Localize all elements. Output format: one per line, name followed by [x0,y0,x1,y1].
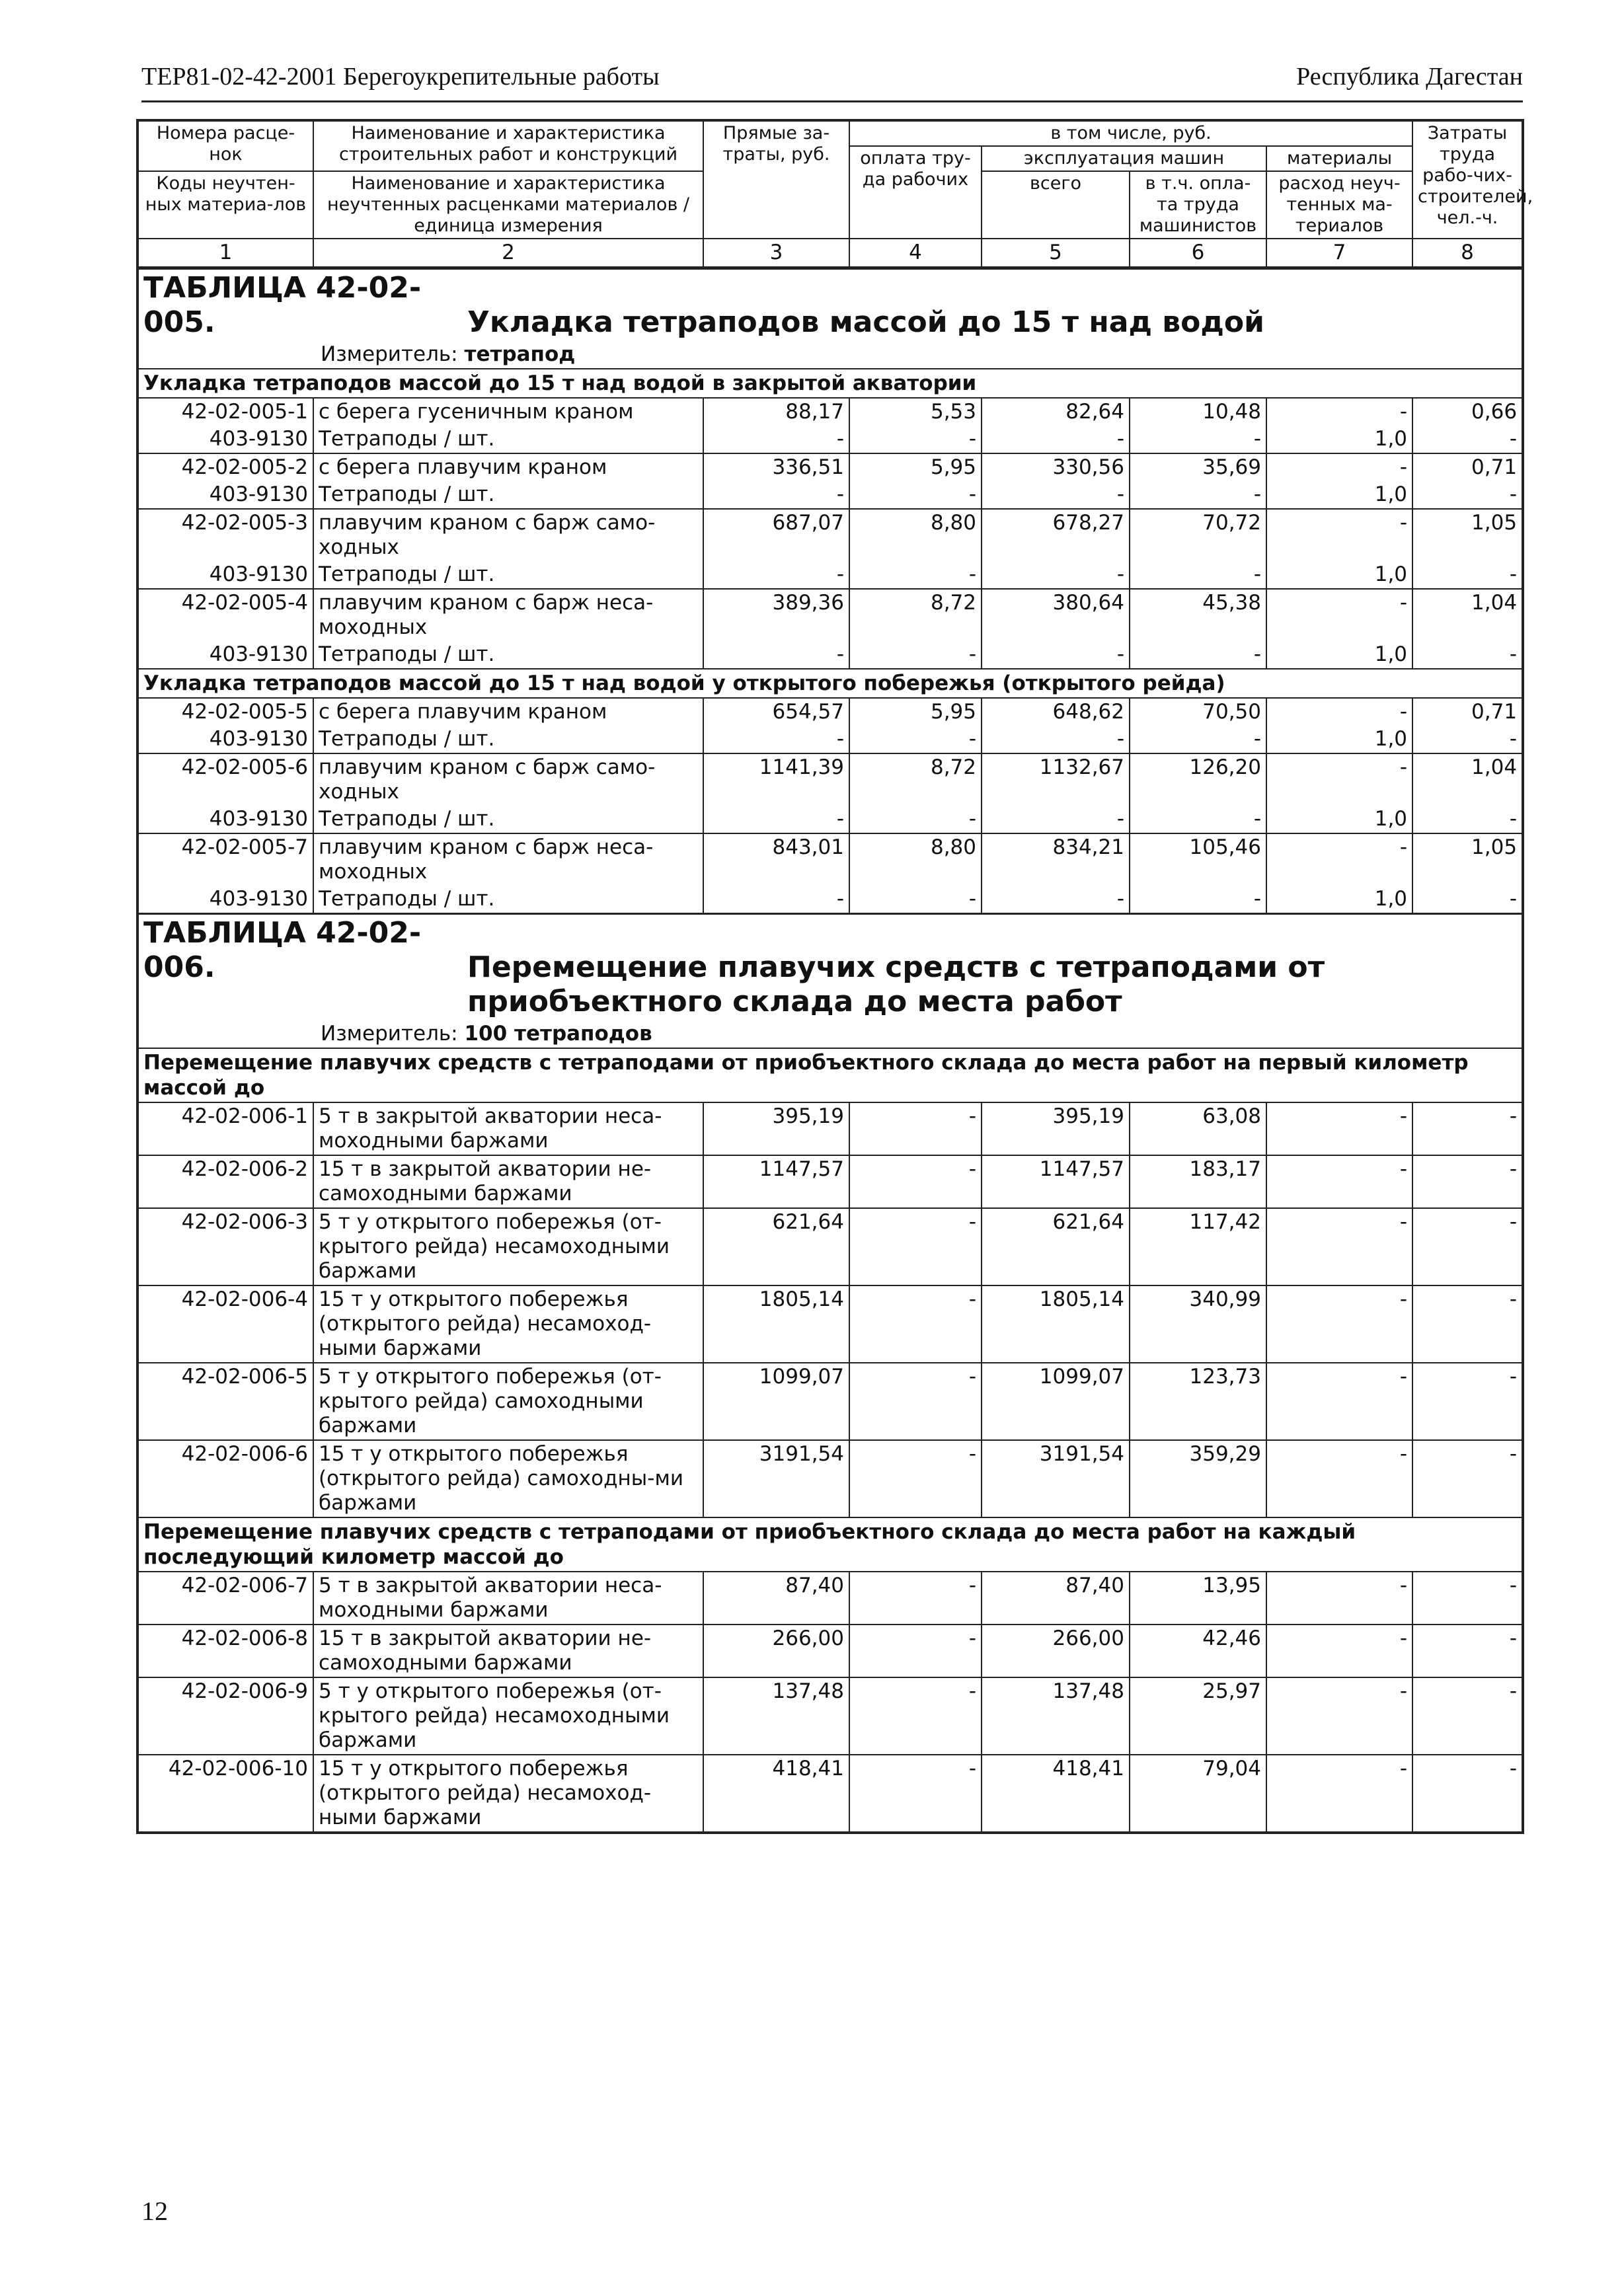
column-number: 1 [137,239,313,268]
material-consumption: - [1266,589,1412,641]
rate-code: 403-9130 [137,426,313,453]
work-name: 5 т в закрытой акватории неса-моходными баржами [313,1572,703,1625]
operator-labor-cost: 63,08 [1130,1102,1266,1155]
labor-cost: 5,53 [849,398,982,426]
table2-number: ТАБЛИЦА 42-02-006. [143,916,422,984]
column-number: 6 [1130,239,1266,268]
machine-cost: - [982,726,1130,753]
col1-header-bottom: Коды неучтен-ных материа-лов [137,171,313,239]
table-row [137,453,1523,481]
machine-cost: 87,40 [982,1572,1130,1625]
material-consumption: 1,0 [1266,886,1412,914]
running-header [141,58,1523,102]
rate-code: 403-9130 [137,726,313,753]
labor-hours: 1,05 [1412,509,1523,561]
col5-header: всего [982,171,1130,239]
work-name: с берега плавучим краном [313,698,703,726]
table2-title [137,914,1523,1021]
labor-hours: 1,04 [1412,589,1523,641]
material-consumption: - [1266,1677,1412,1755]
operator-labor-cost: - [1130,426,1266,453]
labor-hours: - [1412,1677,1523,1755]
machine-cost: 266,00 [982,1625,1130,1677]
meter-label: Измеритель: [321,342,458,366]
material-consumption: - [1266,509,1412,561]
labor-hours: - [1412,641,1523,669]
machine-cost: - [982,426,1130,453]
table-row [137,833,1523,886]
labor-hours: - [1412,426,1523,453]
table1-rows-1 [137,398,1523,669]
table1-number: ТАБЛИЦА 42-02-005. [143,271,422,339]
machine-cost: 137,48 [982,1677,1130,1755]
labor-hours: 0,66 [1412,398,1523,426]
rate-code: 42-02-006-10 [137,1755,313,1833]
rate-code: 403-9130 [137,641,313,669]
material-consumption: - [1266,833,1412,886]
col8-header: Затраты труда рабо-чих-строителей, чел.-ч. [1412,120,1523,239]
labor-cost: - [849,561,982,589]
table-row [137,589,1523,641]
work-name: 15 т в закрытой акватории не-самоходными баржами [313,1625,703,1677]
work-name: плавучим краном с барж неса-моходных [313,833,703,886]
material-consumption: - [1266,1102,1412,1155]
direct-cost: 687,07 [703,509,849,561]
column-number: 3 [703,239,849,268]
rate-code: 42-02-005-1 [137,398,313,426]
table1-rows-2 [137,698,1523,914]
material-consumption: - [1266,1572,1412,1625]
table2-meter [137,1020,1523,1048]
table-row [137,1755,1523,1833]
operator-labor-cost: 70,72 [1130,509,1266,561]
material-consumption: - [1266,1363,1412,1440]
labor-hours: - [1412,1208,1523,1285]
labor-hours: - [1412,1755,1523,1833]
rate-code: 42-02-006-4 [137,1285,313,1363]
rate-code: 403-9130 [137,481,313,509]
labor-cost: 8,80 [849,509,982,561]
rate-code: 42-02-006-5 [137,1363,313,1440]
direct-cost: - [703,726,849,753]
machine-cost: 395,19 [982,1102,1130,1155]
work-name: Тетраподы / шт. [313,886,703,914]
table-row [137,1625,1523,1677]
work-name: Тетраподы / шт. [313,426,703,453]
direct-cost: 1805,14 [703,1285,849,1363]
machine-cost: - [982,641,1130,669]
operator-labor-cost: 35,69 [1130,453,1266,481]
rate-code: 403-9130 [137,886,313,914]
labor-cost: 5,95 [849,453,982,481]
machine-cost: 380,64 [982,589,1130,641]
direct-cost: 1147,57 [703,1155,849,1208]
direct-cost: - [703,886,849,914]
direct-cost: 395,19 [703,1102,849,1155]
work-name: 5 т у открытого побережья (от-крытого рейда) самоходными баржами [313,1363,703,1440]
material-consumption: - [1266,1285,1412,1363]
work-name: с берега гусеничным краном [313,398,703,426]
labor-cost: - [849,1363,982,1440]
operator-labor-cost: - [1130,726,1266,753]
material-consumption: - [1266,698,1412,726]
direct-cost: - [703,561,849,589]
material-consumption: - [1266,453,1412,481]
direct-cost: - [703,806,849,833]
table2-name-line1: Перемещение плавучих средств с тетраподами от [467,950,1325,984]
rate-code: 42-02-005-6 [137,753,313,806]
meter-label: Измеритель: [321,1022,458,1046]
table-row [137,481,1523,509]
table1-section [137,268,1523,399]
labor-cost: - [849,1572,982,1625]
rates-table-container [136,119,1533,1834]
table2-rows-1 [137,1102,1523,1517]
machine-cost: 1099,07 [982,1363,1130,1440]
direct-cost: 418,41 [703,1755,849,1833]
rate-code: 42-02-006-9 [137,1677,313,1755]
table-row [137,398,1523,426]
labor-cost: - [849,1755,982,1833]
material-consumption: - [1266,398,1412,426]
work-name: 5 т у открытого побережья (от-крытого рейда) несамоходными баржами [313,1677,703,1755]
table2-subheading-1: Перемещение плавучих средств с тетраподами от приобъектного склада до места работ на первый километр массой до [137,1048,1523,1102]
operator-labor-cost: 126,20 [1130,753,1266,806]
work-name: плавучим краном с барж само-ходных [313,509,703,561]
rate-code: 42-02-006-6 [137,1440,313,1517]
labor-cost: - [849,726,982,753]
work-name: 15 т у открытого побережья (открытого рейда) несамоход-ными баржами [313,1755,703,1833]
col6-header: в т.ч. опла-та труда машинистов [1130,171,1266,239]
rate-code: 42-02-005-5 [137,698,313,726]
direct-cost: - [703,641,849,669]
col2-header-bottom: Наименование и характеристика неучтенных расценками материалов / единица измерения [313,171,703,239]
labor-hours: - [1412,481,1523,509]
labor-hours: - [1412,1440,1523,1517]
machine-cost: 1132,67 [982,753,1130,806]
labor-hours: - [1412,1572,1523,1625]
labor-cost: - [849,1208,982,1285]
table2-section [137,914,1523,1103]
material-consumption: 1,0 [1266,806,1412,833]
labor-hours: 1,04 [1412,753,1523,806]
machine-cost: 1805,14 [982,1285,1130,1363]
material-consumption: 1,0 [1266,481,1412,509]
operator-labor-cost: 117,42 [1130,1208,1266,1285]
col7-header: расход неуч-тенных ма-териалов [1266,171,1412,239]
table-row [137,641,1523,669]
labor-cost: - [849,641,982,669]
operator-labor-cost: - [1130,886,1266,914]
work-name: 15 т в закрытой акватории не-самоходными баржами [313,1155,703,1208]
machine-cost: 82,64 [982,398,1130,426]
table2-subheading-2: Перемещение плавучих средств с тетраподами от приобъектного склада до места работ на каждый последующий километр массой до [137,1517,1523,1572]
machines-header: эксплуатация машин [982,146,1266,171]
direct-cost: 87,40 [703,1572,849,1625]
work-name: 5 т в закрытой акватории неса-моходными баржами [313,1102,703,1155]
work-name: плавучим краном с барж неса-моходных [313,589,703,641]
table1-subheading-1: Укладка тетраподов массой до 15 т над водой в закрытой акватории [137,369,1523,398]
table-row [137,1285,1523,1363]
rates-table [136,119,1533,1834]
machine-cost: 834,21 [982,833,1130,886]
machine-cost: - [982,806,1130,833]
material-consumption: - [1266,1155,1412,1208]
table-row [137,1208,1523,1285]
document-code: ТЕР81-02-42-2001 Берегоукрепительные работы [141,63,660,91]
table1-meter [137,341,1523,369]
table2-rows-2 [137,1572,1523,1833]
material-consumption: - [1266,753,1412,806]
labor-cost: - [849,1155,982,1208]
direct-cost: 137,48 [703,1677,849,1755]
direct-cost: 389,36 [703,589,849,641]
direct-cost: 88,17 [703,398,849,426]
material-consumption: - [1266,1755,1412,1833]
operator-labor-cost: 42,46 [1130,1625,1266,1677]
rate-code: 42-02-006-1 [137,1102,313,1155]
material-consumption: - [1266,1440,1412,1517]
labor-cost: 8,72 [849,753,982,806]
column-number: 7 [1266,239,1412,268]
labor-hours: - [1412,1625,1523,1677]
operator-labor-cost: 123,73 [1130,1363,1266,1440]
labor-hours: - [1412,1102,1523,1155]
col2-header-top: Наименование и характеристика строительных работ и конструкций [313,120,703,171]
labor-hours: - [1412,1155,1523,1208]
direct-cost: 654,57 [703,698,849,726]
labor-hours: - [1412,1285,1523,1363]
direct-cost: - [703,481,849,509]
work-name: плавучим краном с барж само-ходных [313,753,703,806]
table1-title [137,268,1523,342]
material-consumption: 1,0 [1266,726,1412,753]
column-number: 4 [849,239,982,268]
materials-header: материалы [1266,146,1412,171]
direct-cost: 1141,39 [703,753,849,806]
column-number: 5 [982,239,1130,268]
operator-labor-cost: - [1130,481,1266,509]
machine-cost: 1147,57 [982,1155,1130,1208]
table-row [137,1363,1523,1440]
machine-cost: 621,64 [982,1208,1130,1285]
table-row [137,561,1523,589]
work-name: 15 т у открытого побережья (открытого рейда) самоходны-ми баржами [313,1440,703,1517]
operator-labor-cost: 13,95 [1130,1572,1266,1625]
rate-code: 403-9130 [137,806,313,833]
table2-name-line2: приобъектного склада до места работ [467,985,1122,1018]
labor-hours: - [1412,1363,1523,1440]
column-numbers-row [137,239,1523,268]
rate-code: 42-02-006-8 [137,1625,313,1677]
labor-cost: - [849,886,982,914]
col1-header-top: Номера расце-нок [137,120,313,171]
table-row [137,1440,1523,1517]
machine-cost: - [982,481,1130,509]
rate-code: 42-02-006-3 [137,1208,313,1285]
work-name: Тетраподы / шт. [313,641,703,669]
work-name: с берега плавучим краном [313,453,703,481]
operator-labor-cost: 183,17 [1130,1155,1266,1208]
material-consumption: - [1266,1625,1412,1677]
labor-cost: - [849,1677,982,1755]
operator-labor-cost: 10,48 [1130,398,1266,426]
work-name: 15 т у открытого побережья (открытого рейда) несамоход-ными баржами [313,1285,703,1363]
table-row [137,698,1523,726]
operator-labor-cost: 45,38 [1130,589,1266,641]
table-row [137,1677,1523,1755]
table-row [137,1155,1523,1208]
work-name: Тетраподы / шт. [313,561,703,589]
work-name: Тетраподы / шт. [313,806,703,833]
incl-header: в том числе, руб. [849,120,1412,146]
table-row [137,886,1523,914]
table-row [137,426,1523,453]
machine-cost: - [982,886,1130,914]
direct-cost: 1099,07 [703,1363,849,1440]
table-row [137,806,1523,833]
meter-value: 100 тетраподов [464,1022,652,1046]
table-row [137,726,1523,753]
material-consumption: 1,0 [1266,641,1412,669]
machine-cost: - [982,561,1130,589]
column-number: 8 [1412,239,1523,268]
operator-labor-cost: - [1130,561,1266,589]
operator-labor-cost: 70,50 [1130,698,1266,726]
operator-labor-cost: 105,46 [1130,833,1266,886]
material-consumption: 1,0 [1266,561,1412,589]
rate-code: 42-02-005-4 [137,589,313,641]
labor-hours: 0,71 [1412,453,1523,481]
page-number: 12 [141,2196,168,2226]
rate-code: 42-02-005-7 [137,833,313,886]
meter-value: тетрапод [464,342,576,366]
direct-cost: - [703,426,849,453]
machine-cost: 648,62 [982,698,1130,726]
operator-labor-cost: - [1130,806,1266,833]
table-row [137,509,1523,561]
operator-labor-cost: 340,99 [1130,1285,1266,1363]
direct-cost: 3191,54 [703,1440,849,1517]
labor-cost: - [849,1102,982,1155]
table-row [137,1572,1523,1625]
region-name: Республика Дагестан [1296,63,1523,91]
labor-hours: 0,71 [1412,698,1523,726]
labor-cost: - [849,426,982,453]
operator-labor-cost: - [1130,641,1266,669]
labor-cost: 5,95 [849,698,982,726]
material-consumption: 1,0 [1266,426,1412,453]
table1-name: Укладка тетраподов массой до 15 т над водой [467,305,1264,339]
labor-cost: - [849,481,982,509]
labor-cost: - [849,1440,982,1517]
labor-cost: - [849,806,982,833]
rate-code: 403-9130 [137,561,313,589]
rate-code: 42-02-005-3 [137,509,313,561]
rate-code: 42-02-006-7 [137,1572,313,1625]
labor-hours: 1,05 [1412,833,1523,886]
labor-hours: - [1412,886,1523,914]
direct-cost: 621,64 [703,1208,849,1285]
labor-cost: - [849,1625,982,1677]
table1-subheading-2: Укладка тетраподов массой до 15 т над водой у открытого побережья (открытого рейда) [137,669,1523,698]
rate-code: 42-02-006-2 [137,1155,313,1208]
operator-labor-cost: 79,04 [1130,1755,1266,1833]
operator-labor-cost: 25,97 [1130,1677,1266,1755]
direct-cost: 843,01 [703,833,849,886]
machine-cost: 3191,54 [982,1440,1130,1517]
labor-hours: - [1412,561,1523,589]
labor-hours: - [1412,726,1523,753]
table-row [137,753,1523,806]
operator-labor-cost: 359,29 [1130,1440,1266,1517]
machine-cost: 678,27 [982,509,1130,561]
work-name: 5 т у открытого побережья (от-крытого рейда) несамоходными баржами [313,1208,703,1285]
column-number: 2 [313,239,703,268]
col4-header: оплата тру-да рабочих [849,146,982,239]
work-name: Тетраподы / шт. [313,726,703,753]
machine-cost: 418,41 [982,1755,1130,1833]
labor-hours: - [1412,806,1523,833]
labor-cost: 8,80 [849,833,982,886]
labor-cost: - [849,1285,982,1363]
work-name: Тетраподы / шт. [313,481,703,509]
material-consumption: - [1266,1208,1412,1285]
machine-cost: 330,56 [982,453,1130,481]
direct-cost: 336,51 [703,453,849,481]
direct-cost: 266,00 [703,1625,849,1677]
labor-cost: 8,72 [849,589,982,641]
rate-code: 42-02-005-2 [137,453,313,481]
col3-header: Прямые за-траты, руб. [703,120,849,239]
table-row [137,1102,1523,1155]
